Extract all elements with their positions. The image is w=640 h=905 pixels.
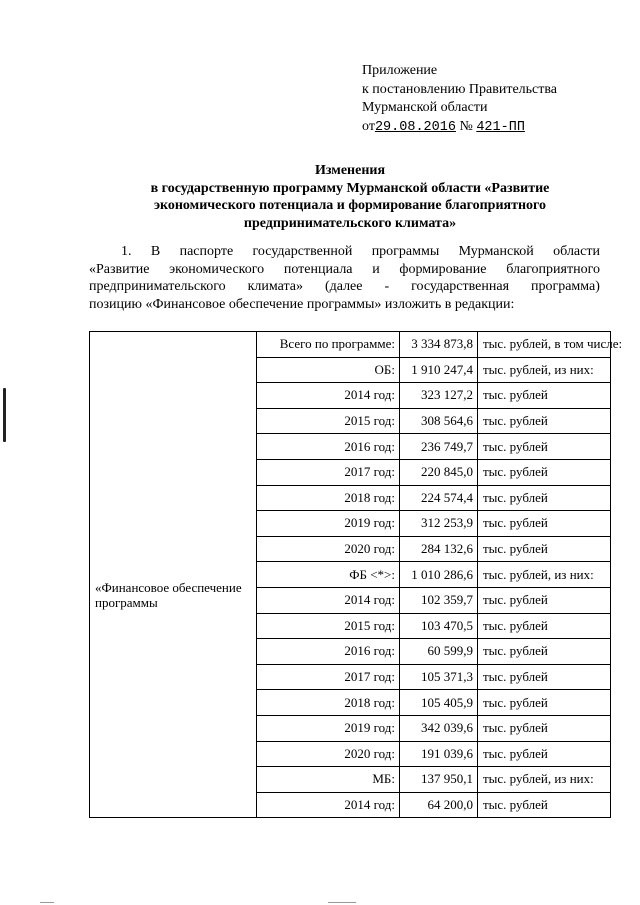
paragraph-word: предпринимательского <box>89 279 226 294</box>
cell-unit: тыс. рублей <box>478 613 611 639</box>
cell-unit: тыс. рублей <box>478 587 611 613</box>
cell-key: 2019 год: <box>257 715 400 741</box>
cell-value: 137 950,1 <box>400 767 478 793</box>
cell-unit: тыс. рублей <box>478 741 611 767</box>
cell-unit: тыс. рублей <box>478 511 611 537</box>
cell-value: 220 845,0 <box>400 459 478 485</box>
cell-value: 60 599,9 <box>400 639 478 665</box>
appendix-date-line <box>362 118 622 138</box>
paragraph-word: формирование <box>399 261 487 277</box>
cell-value: 1 910 247,4 <box>400 357 478 383</box>
cell-value: 224 574,4 <box>400 485 478 511</box>
paragraph-word: 1. <box>121 244 132 259</box>
paragraph-word: программы <box>371 244 440 259</box>
paragraph-word: - <box>384 279 390 294</box>
cell-key: 2017 год: <box>257 459 400 485</box>
cell-value: 105 405,9 <box>400 690 478 716</box>
paragraph-line <box>89 296 600 314</box>
title-line-2: в государственную программу Мурманской области «Развитие <box>150 180 550 196</box>
cell-key: 2015 год: <box>257 408 400 434</box>
cell-unit: тыс. рублей <box>478 408 611 434</box>
financing-table <box>89 331 623 818</box>
cell-value: 342 039,6 <box>400 715 478 741</box>
cell-key: 2018 год: <box>257 485 400 511</box>
paragraph-1 <box>89 243 600 313</box>
table-row <box>90 332 611 358</box>
cell-key: 2019 год: <box>257 511 400 537</box>
cell-unit: тыс. рублей, из них: <box>478 562 611 588</box>
paragraph-word: Мурманской <box>458 244 534 259</box>
cell-key: 2014 год: <box>257 383 400 409</box>
title-line-4: предпринимательского климата» <box>243 215 457 231</box>
cell-unit: тыс. рублей <box>478 536 611 562</box>
cell-unit: тыс. рублей <box>478 639 611 665</box>
cell-key: МБ: <box>257 767 400 793</box>
cell-key: ОБ: <box>257 357 400 383</box>
row-label-financing: «Финансовое обеспечение программы <box>90 332 257 818</box>
appendix-header <box>362 62 622 137</box>
cell-value: 308 564,6 <box>400 408 478 434</box>
paragraph-word: программа) <box>530 279 600 294</box>
appendix-title: Приложение <box>362 63 438 78</box>
title-line-3: экономического потенциала и формирование благоприятного <box>153 198 547 213</box>
cell-unit: тыс. рублей <box>478 664 611 690</box>
cell-value: 312 253,9 <box>400 511 478 537</box>
paragraph-line <box>89 261 600 279</box>
paragraph-word: экономического <box>169 261 265 277</box>
cell-unit: тыс. рублей, из них: <box>478 357 611 383</box>
cell-value: 102 359,7 <box>400 587 478 613</box>
cell-value: 191 039,6 <box>400 741 478 767</box>
cell-key: 2020 год: <box>257 536 400 562</box>
cell-key: 2015 год: <box>257 613 400 639</box>
number-prefix: № <box>459 118 473 134</box>
date-prefix: от <box>362 118 375 134</box>
cell-unit: тыс. рублей <box>478 690 611 716</box>
cell-unit: тыс. рублей <box>478 792 611 818</box>
footer-mark-left <box>40 902 54 903</box>
cell-value: 64 200,0 <box>400 792 478 818</box>
document-title <box>80 162 620 232</box>
cell-key: 2017 год: <box>257 664 400 690</box>
cell-value: 105 371,3 <box>400 664 478 690</box>
paragraph-text: позицию «Финансовое обеспечение программы» изложить в редакции: <box>89 296 515 312</box>
paragraph-word: «Развитие <box>89 261 150 277</box>
paragraph-word: потенциала <box>283 261 353 277</box>
paragraph-word: благоприятного <box>506 261 600 277</box>
cell-unit: тыс. рублей <box>478 715 611 741</box>
cell-key: 2014 год: <box>257 792 400 818</box>
cell-key: 2016 год: <box>257 434 400 460</box>
footer-mark-center <box>328 902 356 903</box>
paragraph-line <box>89 278 600 296</box>
cell-value: 284 132,6 <box>400 536 478 562</box>
financing-table-body <box>90 332 623 818</box>
paragraph-word: паспорте <box>179 244 234 259</box>
cell-unit: тыс. рублей <box>478 383 611 409</box>
cell-value: 3 334 873,8 <box>400 332 478 358</box>
cell-key: Всего по программе: <box>257 332 400 358</box>
cell-unit: тыс. рублей, из них: <box>478 767 611 793</box>
cell-value: 103 470,5 <box>400 613 478 639</box>
paragraph-word: В <box>150 244 161 259</box>
resolution-date: 29.08.2016 <box>374 119 456 135</box>
cell-value: 236 749,7 <box>400 434 478 460</box>
appendix-region: Мурманской области <box>362 100 488 115</box>
paragraph-word: области <box>553 244 600 259</box>
cell-key: 2020 год: <box>257 741 400 767</box>
paragraph-word: и <box>372 261 380 277</box>
paragraph-word: государственной <box>252 244 353 259</box>
paragraph-word: климата» <box>247 279 303 294</box>
appendix-resolution: к постановлению Правительства <box>362 81 558 97</box>
cell-value: 323 127,2 <box>400 383 478 409</box>
title-line-1: Изменения <box>314 163 386 178</box>
paragraph-word: государственная <box>411 279 510 294</box>
cell-value: 1 010 286,6 <box>400 562 478 588</box>
cell-key: 2014 год: <box>257 587 400 613</box>
cell-key: ФБ <*>: <box>257 562 400 588</box>
binder-mark <box>3 388 6 442</box>
paragraph-word: (далее <box>324 279 363 294</box>
resolution-number: 421-ПП <box>476 119 525 135</box>
cell-unit: тыс. рублей <box>478 485 611 511</box>
paragraph-line <box>89 243 600 261</box>
cell-unit: тыс. рублей <box>478 434 611 460</box>
cell-key: 2018 год: <box>257 690 400 716</box>
cell-unit: тыс. рублей, в том числе: <box>478 332 611 358</box>
cell-unit: тыс. рублей <box>478 459 611 485</box>
cell-key: 2016 год: <box>257 639 400 665</box>
